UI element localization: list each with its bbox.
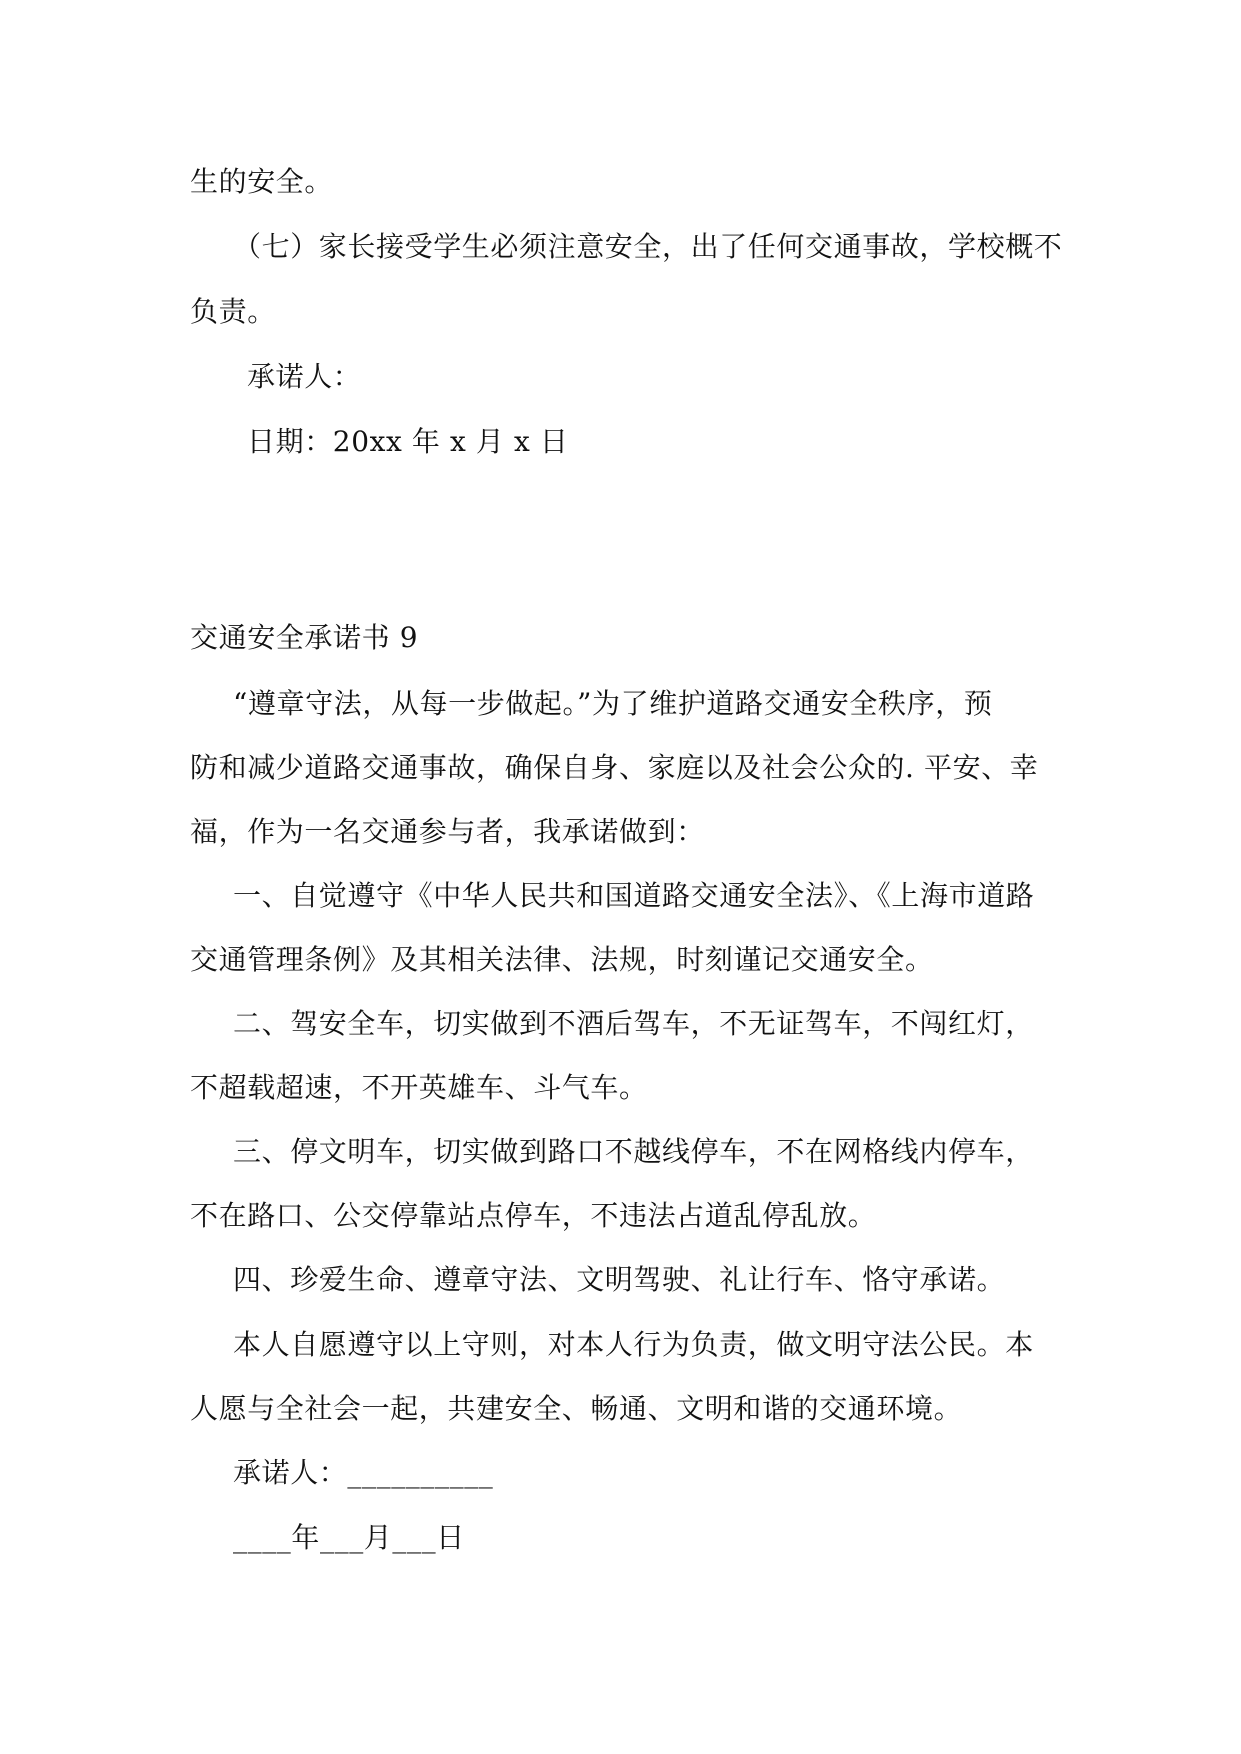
section-title: 交通安全承诺书 9 — [190, 621, 419, 654]
body-text-line: （七）家长接受学生必须注意安全，出了任何交通事故，学校概不 — [233, 230, 1063, 263]
paragraph-line: 本人自愿遵守以上守则，对本人行为负责，做文明守法公民。本 — [233, 1328, 1034, 1361]
paragraph-line: 不超载超速，不开英雄车、斗气车。 — [190, 1071, 648, 1104]
date-line: 日期：20xx 年 x 月 x 日 — [247, 425, 569, 458]
signer-label: 承诺人： — [247, 360, 362, 393]
paragraph-line: 三、停文明车，切实做到路口不越线停车，不在网格线内停车， — [233, 1135, 1034, 1168]
paragraph-line: 交通管理条例》及其相关法律、法规，时刻谨记交通安全。 — [190, 943, 934, 976]
paragraph-line: 福，作为一名交通参与者，我承诺做到： — [190, 815, 705, 848]
signer-line: 承诺人：__________ — [233, 1456, 494, 1489]
body-text-line: 负责。 — [190, 295, 276, 328]
paragraph-line: “遵章守法，从每一步做起。”为了维护道路交通安全秩序，预 — [233, 687, 993, 720]
paragraph-line: 不在路口、公交停靠站点停车，不违法占道乱停乱放。 — [190, 1199, 877, 1232]
paragraph-line: 四、珍爱生命、遵章守法、文明驾驶、礼让行车、恪守承诺。 — [233, 1263, 1006, 1296]
date-blank-line: ____年___月___日 — [233, 1521, 465, 1554]
body-text-line: 生的安全。 — [190, 165, 334, 198]
paragraph-line: 防和减少道路交通事故，确保自身、家庭以及社会公众的. 平安、幸 — [190, 751, 1039, 784]
paragraph-line: 人愿与全社会一起，共建安全、畅通、文明和谐的交通环境。 — [190, 1392, 963, 1425]
paragraph-line: 一、自觉遵守《中华人民共和国道路交通安全法》、《上海市道路 — [233, 879, 1035, 912]
paragraph-line: 二、驾安全车，切实做到不酒后驾车，不无证驾车，不闯红灯， — [233, 1007, 1034, 1040]
